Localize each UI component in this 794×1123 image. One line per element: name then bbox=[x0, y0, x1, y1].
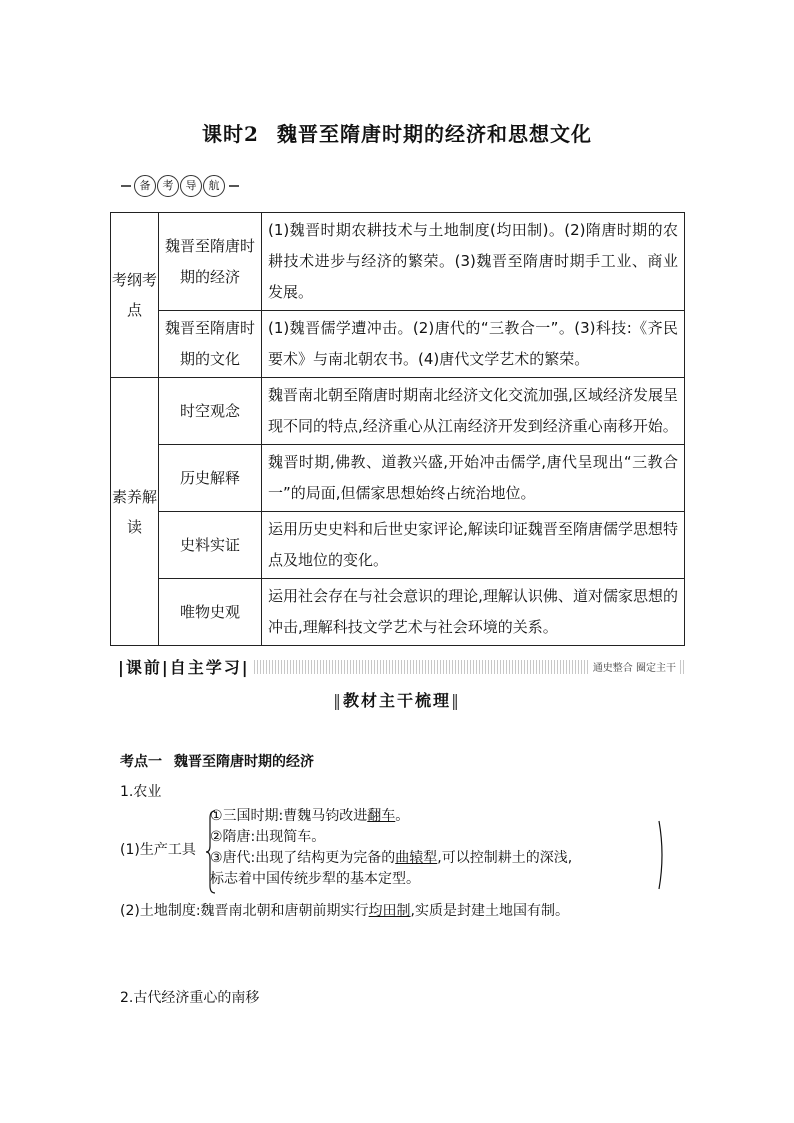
category-cell: 考纲考点 bbox=[111, 213, 159, 378]
right-paren-icon bbox=[658, 820, 666, 890]
exam-guide-table bbox=[110, 212, 685, 646]
subsection-label: 教材主干梳理 bbox=[342, 691, 451, 710]
badge-char: 导 bbox=[180, 175, 202, 197]
category-cell: 素养解读 bbox=[111, 378, 159, 646]
table-row bbox=[111, 445, 685, 512]
tool-line: ①三国时期:曹魏马钧改进翻车。 bbox=[210, 808, 410, 824]
subcategory-cell: 魏晋至隋唐时期的文化 bbox=[159, 311, 262, 378]
description-cell: (1)魏晋儒学遭冲击。(2)唐代的“三教合一”。(3)科技:《齐民要术》与南北朝农书。(4)唐代文学艺术的繁荣。 bbox=[262, 311, 685, 378]
lesson-topic: 魏晋至隋唐时期的经济和思想文化 bbox=[276, 122, 592, 146]
description-cell: 魏晋南北朝至隋唐时期南北经济文化交流加强,区域经济发展呈现不同的特点,经济重心从江南经济开发到经济重心南移开始。 bbox=[262, 378, 685, 445]
subcategory-cell: 唯物史观 bbox=[159, 579, 262, 646]
tools-block bbox=[120, 806, 680, 894]
subcategory-cell: 历史解释 bbox=[159, 445, 262, 512]
subcategory-cell: 史料实证 bbox=[159, 512, 262, 579]
subsection-heading: ‖教材主干梳理‖ bbox=[332, 691, 461, 710]
subcategory-cell: 魏晋至隋唐时期的经济 bbox=[159, 213, 262, 311]
table-row bbox=[111, 579, 685, 646]
tool-line: ③唐代:出现了结构更为完备的曲辕犁,可以控制耕土的深浅, bbox=[210, 850, 573, 866]
tools-lines bbox=[210, 806, 572, 890]
page-title bbox=[0, 118, 794, 147]
lesson-number: 课时2 bbox=[202, 122, 259, 146]
economic-center-heading: 2.古代经济重心的南移 bbox=[120, 990, 260, 1006]
description-cell: 运用历史史料和后世史家评论,解读印证魏晋至隋唐儒学思想特点及地位的变化。 bbox=[262, 512, 685, 579]
subcategory-cell: 时空观念 bbox=[159, 378, 262, 445]
point-title-text: 魏晋至隋唐时期的经济 bbox=[174, 754, 314, 770]
tool-line: ②隋唐:出现简车。 bbox=[210, 829, 326, 845]
table-row bbox=[111, 512, 685, 579]
table-row bbox=[111, 311, 685, 378]
point-heading bbox=[120, 751, 314, 771]
section-header bbox=[118, 658, 685, 676]
land-system-line: (2)土地制度:魏晋南北朝和唐朝前期实行均田制,实质是封建土地国有制。 bbox=[120, 903, 569, 919]
section-label: |课前|自主学习| bbox=[118, 655, 254, 678]
point-number: 考点一 bbox=[120, 754, 162, 770]
description-cell: 魏晋时期,佛教、道教兴盛,开始冲击儒学,唐代呈现出“三教合一”的局面,但儒家思想始终占统治地位。 bbox=[262, 445, 685, 512]
agriculture-heading: 1.农业 bbox=[120, 784, 162, 800]
table-row bbox=[111, 378, 685, 445]
table-row bbox=[111, 213, 685, 311]
description-cell: (1)魏晋时期农耕技术与土地制度(均田制)。(2)隋唐时期的农耕技术进步与经济的繁荣。(3)魏晋至隋唐时期手工业、商业发展。 bbox=[262, 213, 685, 311]
badge-char: 考 bbox=[157, 175, 179, 197]
tool-line: 标志着中国传统步犁的基本定型。 bbox=[210, 871, 420, 887]
badge-char: 航 bbox=[203, 175, 225, 197]
section-right-label: 通史整合 圈定主干 bbox=[590, 659, 679, 674]
tools-label: (1)生产工具 bbox=[120, 842, 196, 858]
badge-char: 备 bbox=[134, 175, 156, 197]
exam-guide-badge bbox=[118, 175, 242, 197]
description-cell: 运用社会存在与社会意识的理论,理解认识佛、道对儒家思想的冲击,理解科技文学艺术与社会环境的关系。 bbox=[262, 579, 685, 646]
